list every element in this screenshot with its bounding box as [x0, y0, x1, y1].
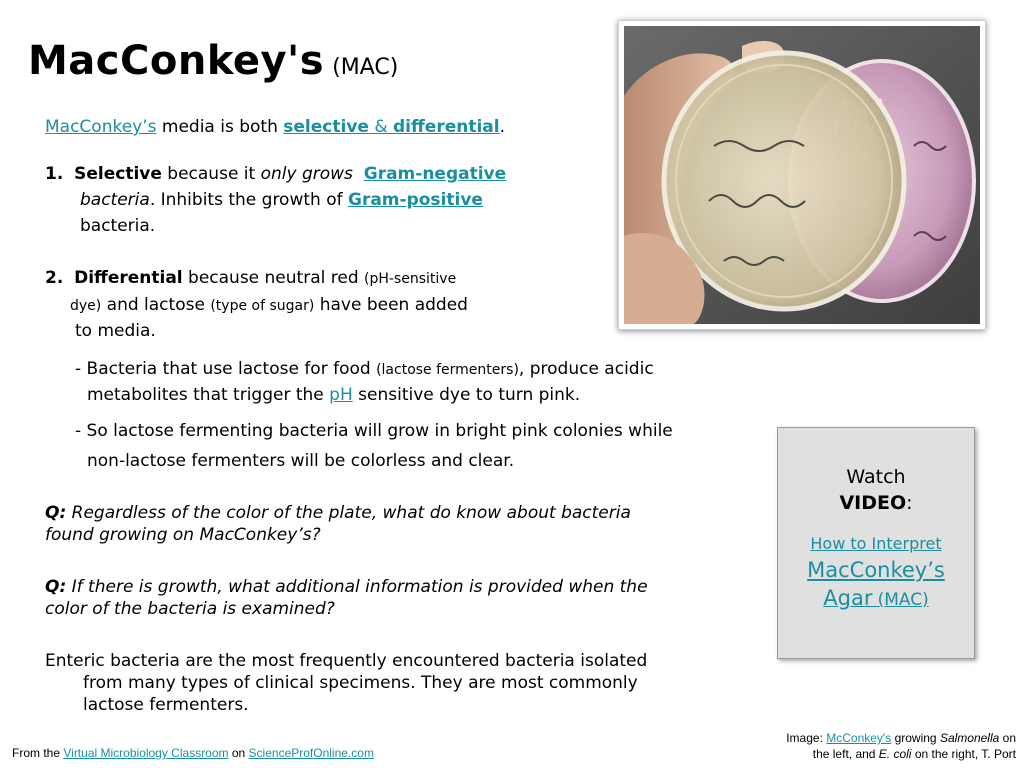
- differential-link[interactable]: differential: [393, 117, 500, 137]
- gram-positive-link[interactable]: Gram-positive: [348, 190, 483, 210]
- differential-line-3: to media.: [75, 321, 156, 341]
- macconkey-link[interactable]: MacConkey’s: [45, 117, 157, 137]
- selective-line-2: bacteria. Inhibits the growth of Gram-positive: [80, 190, 483, 210]
- petri-dish-photo: [618, 20, 986, 330]
- scienceprofonline-link[interactable]: ScienceProfOnline.com: [248, 746, 374, 760]
- video-box: [777, 427, 975, 659]
- differential-line-2: dye) and lactose (type of sugar) have been added: [70, 295, 468, 315]
- question-2: Q: If there is growth, what additional information is provided when the color of the bacteria is examined?: [45, 577, 648, 619]
- intro-line: MacConkey’s media is both selective & differential.: [45, 117, 505, 137]
- question-1: Q: Regardless of the color of the plate, what do know about bacteria found growing on MacConkey’s?: [45, 503, 631, 545]
- petri-dish-image: [624, 26, 980, 324]
- page-title: [28, 38, 398, 84]
- differential-line-1: 2. Differential because neutral red (pH-sensitive: [45, 268, 457, 288]
- bullet-1-line-2: metabolites that trigger the pH sensitive dye to turn pink.: [87, 385, 581, 405]
- video-heading: Watch VIDEO:: [839, 466, 913, 514]
- caption-link[interactable]: McConkey's: [826, 731, 892, 745]
- bullet-1-line-1: - Bacteria that use lactose for food (lactose fermenters), produce acidic: [75, 359, 654, 379]
- video-link[interactable]: How to Interpret MacConkey’s Agar (MAC): [807, 534, 945, 610]
- gram-negative-link[interactable]: Gram-negative: [363, 164, 507, 184]
- footer: From the Virtual Microbiology Classroom on ScienceProfOnline.com: [12, 746, 374, 760]
- enteric-paragraph: Enteric bacteria are the most frequently encountered bacteria isolated from many types of clinical specimens. They are most commonly lactose fermenters.: [45, 651, 648, 715]
- title-main: MacConkey's: [28, 38, 325, 84]
- virtual-microbiology-link[interactable]: Virtual Microbiology Classroom: [63, 746, 229, 760]
- selective-term: Selective: [74, 164, 162, 184]
- selective-line-1: 1. Selective because it only grows Gram-negative: [45, 164, 507, 184]
- selective-link[interactable]: selective: [283, 117, 369, 137]
- image-caption: Image: McConkey's growing Salmonella on the left, and E. coli on the right, T. Port: [786, 731, 1016, 761]
- title-abbr: (MAC): [332, 55, 399, 80]
- selective-line-3: bacteria.: [80, 216, 156, 236]
- differential-term: Differential: [74, 268, 183, 288]
- bullet-2-line-1: - So lactose fermenting bacteria will grow in bright pink colonies while: [75, 421, 673, 441]
- ph-link[interactable]: pH: [329, 385, 353, 405]
- bullet-2-line-2: non-lactose fermenters will be colorless and clear.: [87, 451, 515, 471]
